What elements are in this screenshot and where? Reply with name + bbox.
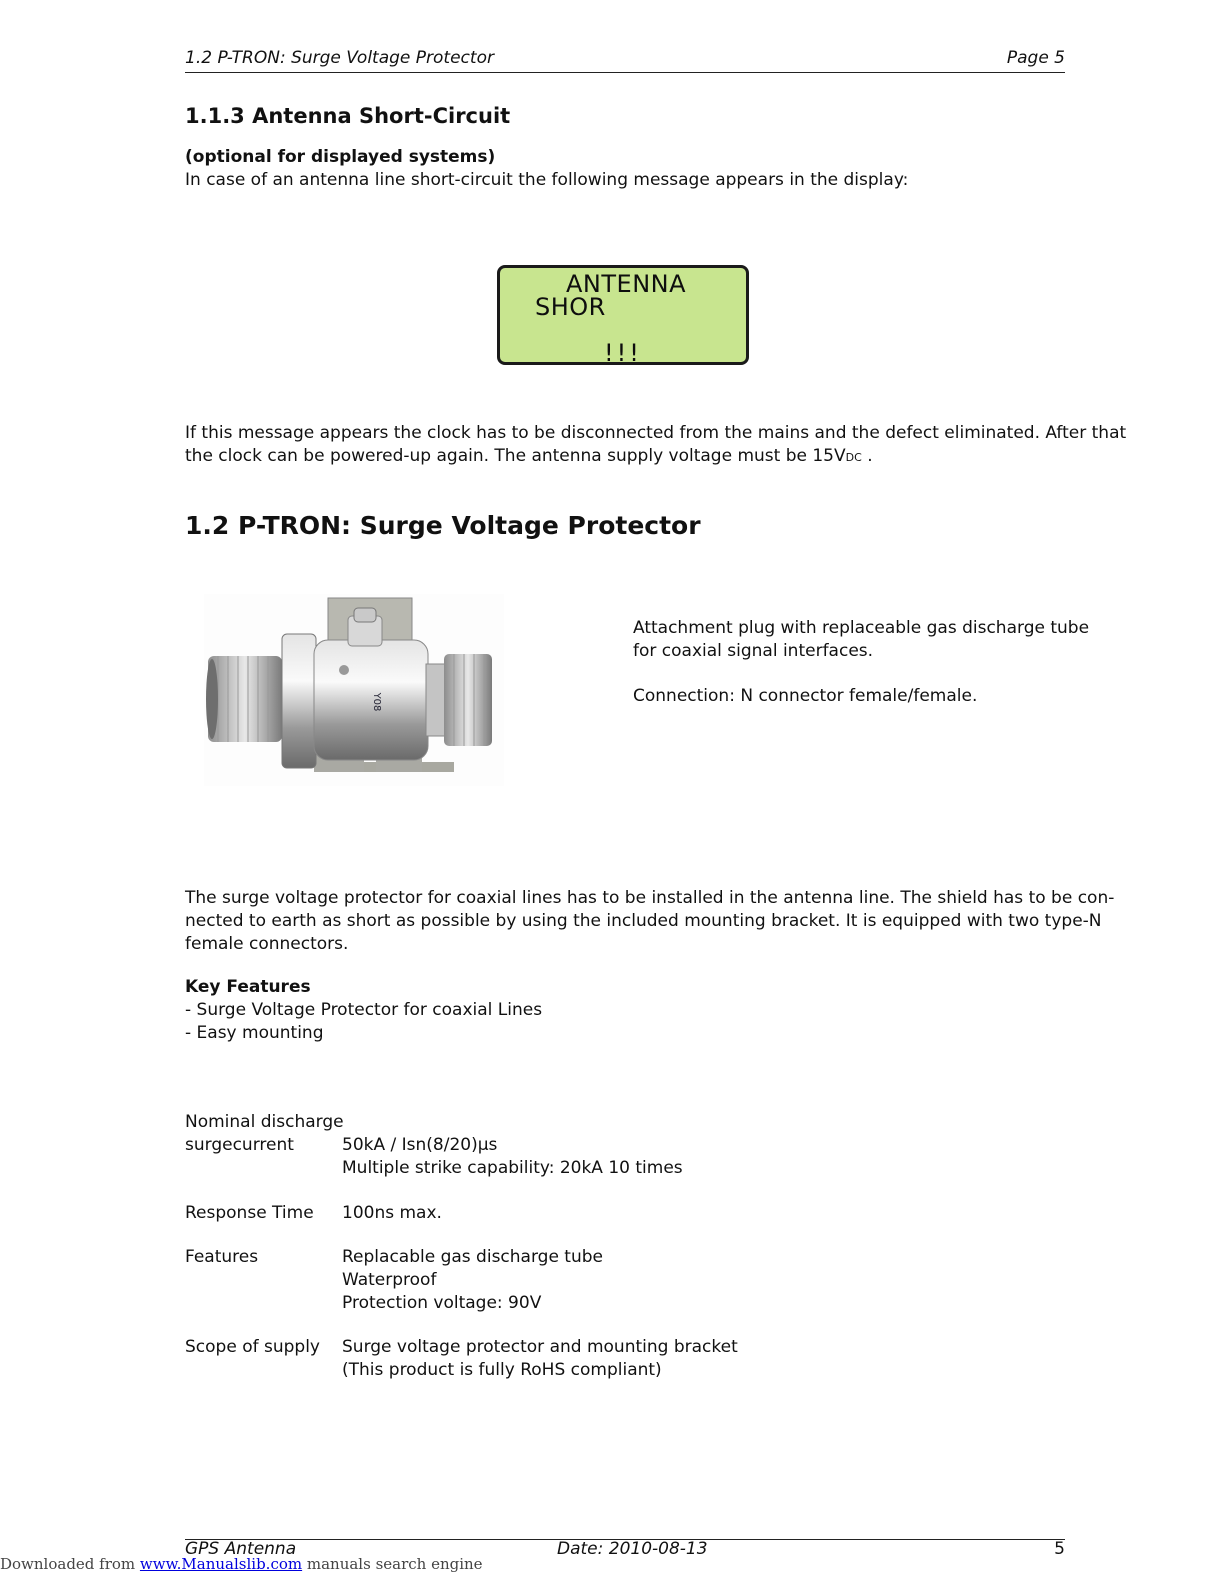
section-title: 1.2 P-TRON: Surge Voltage Protector: [185, 511, 701, 540]
description-line-2: for coaxial signal interfaces.: [633, 641, 874, 661]
download-suffix: manuals search engine: [302, 1555, 483, 1573]
running-header-section: 1.2 P-TRON: Surge Voltage Protector: [185, 48, 494, 68]
spec-value-nominal-2: Multiple strike capability: 20kA 10 times: [342, 1158, 683, 1178]
header-rule: [185, 72, 1065, 73]
footer-date: Date: 2010-08-13: [557, 1539, 708, 1559]
spec-value-scope: Surge voltage protector and mounting bracket: [342, 1337, 738, 1357]
key-features-title: Key Features: [185, 977, 311, 997]
lcd-display: [497, 265, 749, 365]
key-feature-item: - Surge Voltage Protector for coaxial Lines: [185, 1000, 543, 1020]
lcd-line-2: SHOR: [535, 293, 606, 321]
description-line-1: Attachment plug with replaceable gas discharge tube: [633, 618, 1090, 638]
body-line-3: female connectors.: [185, 934, 349, 954]
lcd-line-1: ANTENNA: [566, 270, 687, 298]
spec-label-nominal-2: surgecurrent: [185, 1135, 294, 1155]
download-banner: [0, 1555, 483, 1573]
subsection-intro: In case of an antenna line short-circuit the following message appears in the display:: [185, 170, 909, 190]
paragraph-line-1: If this message appears the clock has to be disconnected from the mains and the defect eliminated. After that: [185, 423, 1127, 443]
footer-title: GPS Antenna: [185, 1539, 297, 1559]
spec-value-feature: Replacable gas discharge tube: [342, 1247, 603, 1267]
running-header-page: Page 5: [1006, 48, 1065, 68]
manualslib-link[interactable]: www.Manualslib.com: [139, 1555, 303, 1573]
spec-value-scope: (This product is fully RoHS compliant): [342, 1360, 662, 1380]
download-prefix: Downloaded from: [0, 1555, 140, 1573]
paragraph-line-2: [185, 445, 873, 469]
spec-value-feature: Protection voltage: 90V: [342, 1293, 542, 1313]
footer-page-number: 5: [1054, 1539, 1065, 1559]
spec-label-features: Features: [185, 1247, 259, 1267]
lcd-line-3: !!!: [604, 339, 642, 367]
photo-label: Y08: [371, 692, 382, 712]
spec-value-nominal: 50kA / Isn(8/20)μs: [342, 1135, 498, 1155]
dc-subscript: DC: [845, 451, 862, 464]
paragraph-line-2-text: the clock can be powered-up again. The antenna supply voltage must be 15V: [185, 446, 846, 466]
key-feature-item: - Easy mounting: [185, 1023, 324, 1043]
spec-value-response: 100ns max.: [342, 1203, 442, 1223]
product-photo: [204, 594, 504, 786]
connection-text: Connection: N connector female/female.: [633, 686, 978, 706]
subsection-note: (optional for displayed systems): [185, 147, 496, 167]
paragraph-line-2-end: .: [861, 446, 873, 466]
subsection-title: 1.1.3 Antenna Short-Circuit: [185, 104, 511, 128]
spec-label-response: Response Time: [185, 1203, 314, 1223]
spec-value-feature: Waterproof: [342, 1270, 437, 1290]
spec-label-nominal: Nominal discharge: [185, 1112, 344, 1132]
body-line-1: The surge voltage protector for coaxial lines has to be installed in the antenna line. The shield has to be con-: [185, 888, 1115, 908]
spec-label-scope: Scope of supply: [185, 1337, 320, 1357]
body-line-2: nected to earth as short as possible by using the included mounting bracket. It is equipped with two type-N: [185, 911, 1102, 931]
